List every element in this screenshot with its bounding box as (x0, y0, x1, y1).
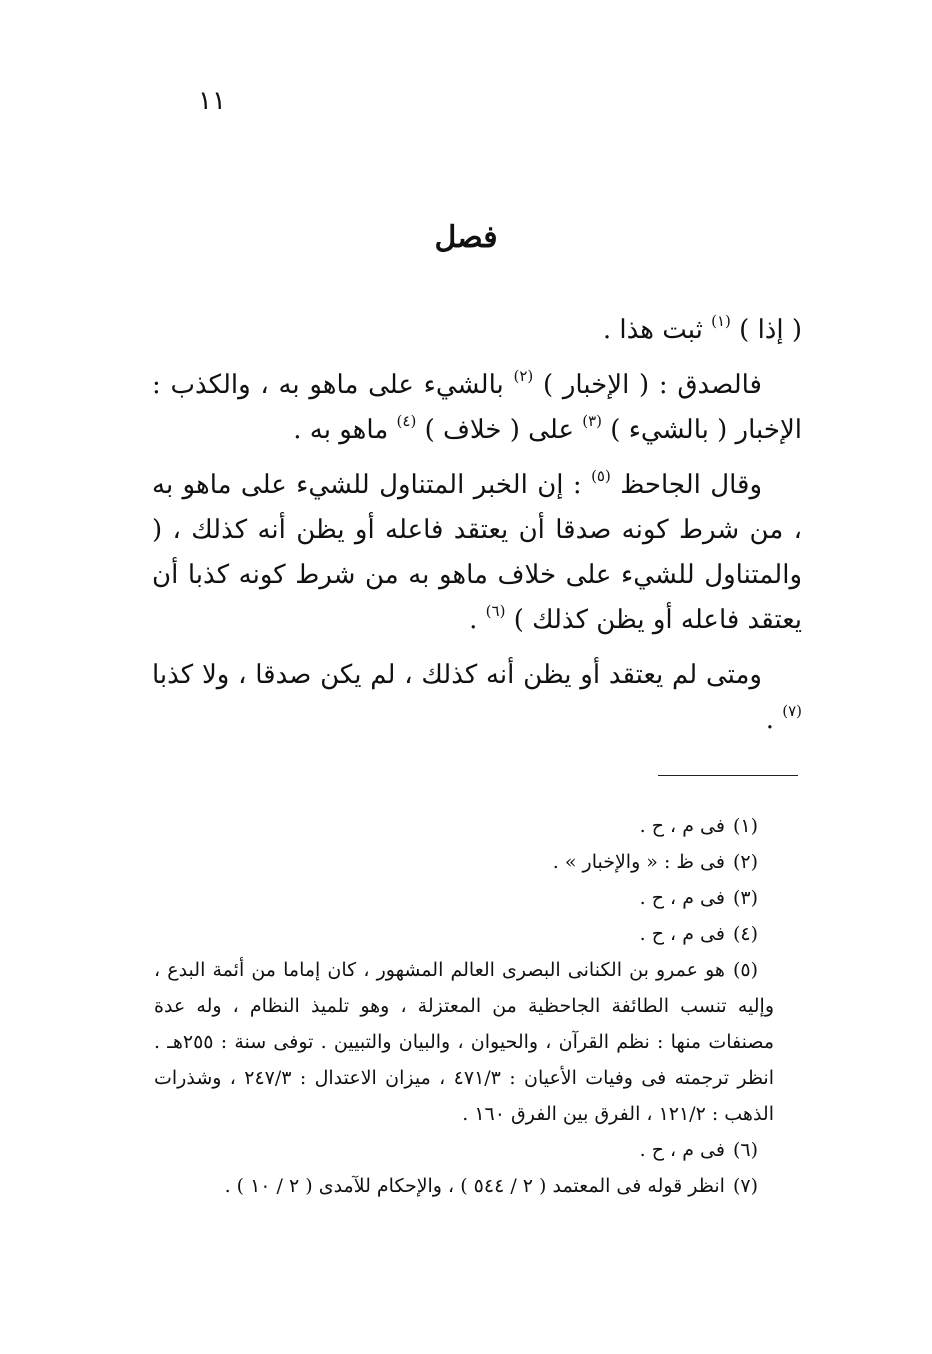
footnote-3 (154, 880, 774, 916)
footnote-7 (154, 1168, 774, 1204)
paragraph-3 (152, 463, 802, 643)
text-segment: ثبت هذا . (602, 315, 703, 345)
footnote-4 (154, 916, 774, 952)
footnote-text: فى م ، ح . (639, 887, 725, 909)
footnote-number: (٤) (732, 923, 758, 945)
footnote-ref[interactable]: (٥) (591, 467, 611, 485)
paragraph-1 (152, 308, 802, 353)
footnote-ref[interactable]: (١) (711, 312, 731, 330)
footnotes (154, 808, 774, 1204)
text-segment: فالصدق : ( الإخبار ) (542, 370, 762, 400)
footnote-text: فى م ، ح . (639, 923, 725, 945)
footnote-text: انظر قوله فى المعتمد ( ٢ / ٥٤٤ ) ، والإحكام للآمدى ( ٢ / ١٠ ) . (224, 1175, 725, 1197)
footnote-text: فى م ، ح . (639, 815, 725, 837)
footnote-text: هو عمرو بن الكنانى البصرى العالم المشهور ، كان إماما من أئمة البدع ، وإليه تنسب الطائفة الجاحظية من المعتزلة ، وهو تلميذ النظام ، وله عدة مصنفات منها : نظم القرآن ، والحيوان ، والبيان والتبيين . توفى سنة : ٢٥٥هـ . انظر ترجمته فى وفيات الأعيان : ٤٧١/٣ ، ميزان الاعتدال : ٢٤٧/٣ ، وشذرات الذهب : ١٢١/٢ ، الفرق بين الفرق ١٦٠ . (154, 959, 775, 1125)
footnote-ref[interactable]: (٧) (782, 702, 802, 720)
paragraph-2 (152, 363, 802, 453)
footnote-ref[interactable]: (٤) (396, 412, 417, 430)
text-segment: . (765, 705, 774, 735)
footnote-number: (٣) (732, 887, 758, 909)
footnote-text: فى م ، ح . (639, 1139, 725, 1161)
footnote-number: (٥) (732, 959, 758, 981)
footnote-number: (٢) (732, 851, 758, 873)
footnote-5 (154, 952, 774, 1132)
main-text (152, 308, 802, 753)
text-segment: بالشيء على ماهو به ، والكذب : الإخبار ( بالشيء ) (152, 370, 802, 445)
text-segment: . (469, 605, 478, 635)
footnote-ref[interactable]: (٢) (513, 367, 534, 385)
footnote-text: فى ظ : « والإخبار » . (552, 851, 725, 873)
page-number: ١١ (198, 86, 226, 116)
footnote-ref[interactable]: (٦) (485, 602, 506, 620)
text-segment: ( إذا ) (739, 315, 802, 345)
text-segment: وقال الجاحظ (620, 470, 763, 500)
footnote-ref[interactable]: (٣) (582, 412, 603, 430)
footnote-6 (154, 1132, 774, 1168)
footnote-number: (٦) (732, 1139, 758, 1161)
footnote-number: (٧) (732, 1175, 758, 1197)
text-segment: ومتى لم يعتقد أو يظن أنه كذلك ، لم يكن صدقا ، ولا كذبا (152, 660, 762, 690)
paragraph-4 (152, 653, 802, 743)
footnote-number: (١) (732, 815, 758, 837)
text-segment: ماهو به . (293, 415, 389, 445)
footnote-2 (154, 844, 774, 880)
section-heading: فصل (434, 220, 498, 255)
text-segment: على ( خلاف ) (424, 415, 574, 445)
footnote-1 (154, 808, 774, 844)
text-segment: : إن الخبر المتناول للشيء على ماهو به ، من شرط كونه صدقا أن يعتقد فاعله أو يظن أنه كذلك ، ( والمتناول للشيء على خلاف ماهو به من شرط كونه كذبا أن يعتقد فاعله أو يظن كذلك ) (152, 470, 802, 635)
footnote-divider (658, 775, 798, 776)
